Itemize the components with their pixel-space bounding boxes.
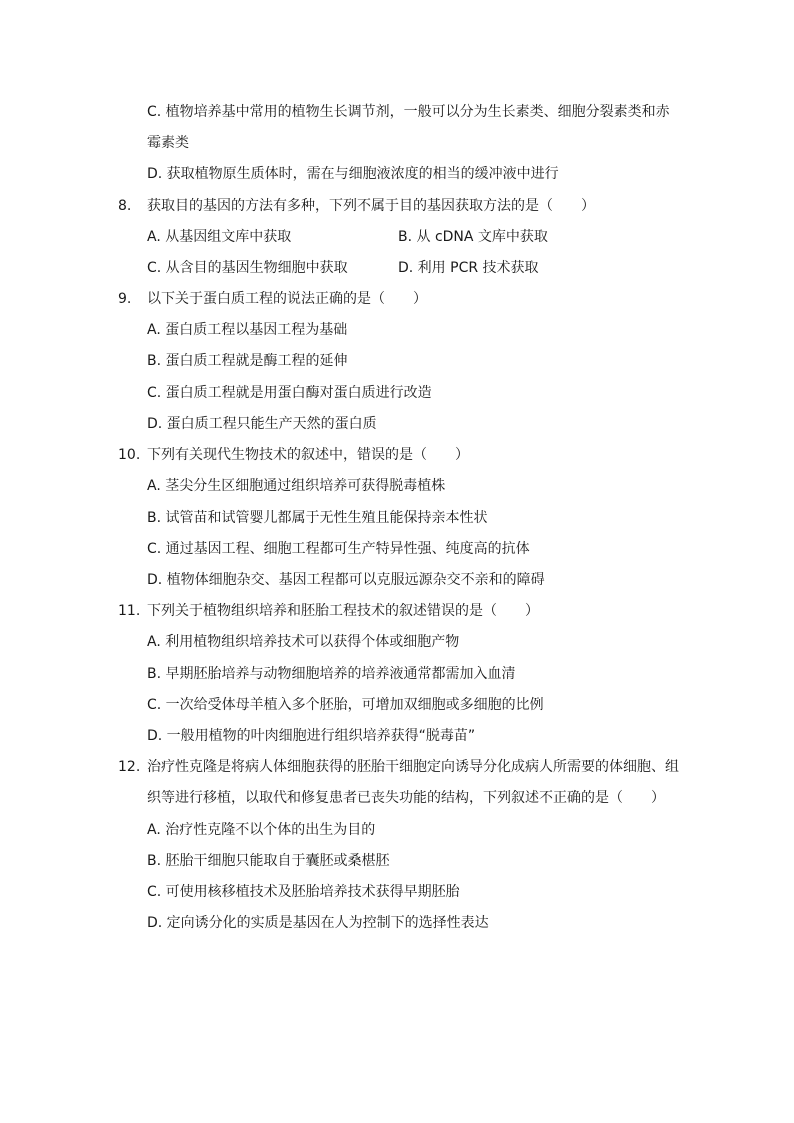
q12-stem-line1: 治疗性克隆是将病人体细胞获得的胚胎干细胞定向诱导分化成病人所需要的体细胞、组	[147, 759, 679, 775]
q11-stem: 下列关于植物组织培养和胚胎工程技术的叙述错误的是（ ）	[147, 603, 539, 619]
q10-option-c: C. 通过基因工程、细胞工程都可生产特异性强、纯度高的抗体	[147, 541, 530, 557]
q9-number: 9.	[118, 291, 132, 307]
q12-option-c: C. 可使用核移植技术及胚胎培养技术获得早期胚胎	[147, 884, 460, 900]
q10-option-b: B. 试管苗和试管婴儿都属于无性生殖且能保持亲本性状	[147, 510, 488, 526]
q7-option-c-line1: C. 植物培养基中常用的植物生长调节剂，一般可以分为生长素类、细胞分裂素类和赤	[147, 104, 670, 120]
q10-number: 10.	[118, 447, 141, 463]
q10-stem: 下列有关现代生物技术的叙述中，错误的是（ ）	[147, 447, 469, 463]
q12-number: 12.	[118, 759, 141, 775]
q7-option-d: D. 获取植物原生质体时，需在与细胞液浓度的相当的缓冲液中进行	[147, 166, 559, 182]
q11-option-b: B. 早期胚胎培养与动物细胞培养的培养液通常都需加入血清	[147, 666, 516, 682]
q8-option-b: B. 从 cDNA 文库中获取	[398, 229, 548, 245]
q8-number: 8.	[118, 198, 132, 214]
q9-option-d: D. 蛋白质工程只能生产天然的蛋白质	[147, 416, 377, 432]
q8-option-d: D. 利用 PCR 技术获取	[398, 260, 539, 276]
q10-option-a: A. 茎尖分生区细胞通过组织培养可获得脱毒植株	[147, 478, 446, 494]
q11-option-a: A. 利用植物组织培养技术可以获得个体或细胞产物	[147, 634, 460, 650]
q12-option-d: D. 定向诱分化的实质是基因在人为控制下的选择性表达	[147, 915, 489, 931]
q8-option-a: A. 从基因组文库中获取	[147, 229, 292, 245]
q8-stem: 获取目的基因的方法有多种，下列不属于目的基因获取方法的是（ ）	[147, 198, 595, 214]
q12-stem-line2: 织等进行移植，以取代和修复患者已丧失功能的结构，下列叙述不正确的是（ ）	[147, 790, 665, 806]
q9-stem: 以下关于蛋白质工程的说法正确的是（ ）	[147, 291, 427, 307]
q11-option-c: C. 一次给受体母羊植入多个胚胎，可增加双细胞或多细胞的比例	[147, 697, 544, 713]
q7-option-c-line2: 霉素类	[147, 135, 189, 151]
q9-option-c: C. 蛋白质工程就是用蛋白酶对蛋白质进行改造	[147, 385, 432, 401]
q12-option-b: B. 胚胎干细胞只能取自于囊胚或桑椹胚	[147, 853, 390, 869]
q9-option-b: B. 蛋白质工程就是酶工程的延伸	[147, 353, 348, 369]
q9-option-a: A. 蛋白质工程以基因工程为基础	[147, 322, 348, 338]
q12-option-a: A. 治疗性克隆不以个体的出生为目的	[147, 822, 376, 838]
q8-option-c: C. 从含目的基因生物细胞中获取	[147, 260, 348, 276]
q11-option-d: D. 一般用植物的叶肉细胞进行组织培养获得“脱毒苗”	[147, 728, 476, 744]
q11-number: 11.	[118, 603, 141, 619]
q10-option-d: D. 植物体细胞杂交、基因工程都可以克服远源杂交不亲和的障碍	[147, 572, 545, 588]
